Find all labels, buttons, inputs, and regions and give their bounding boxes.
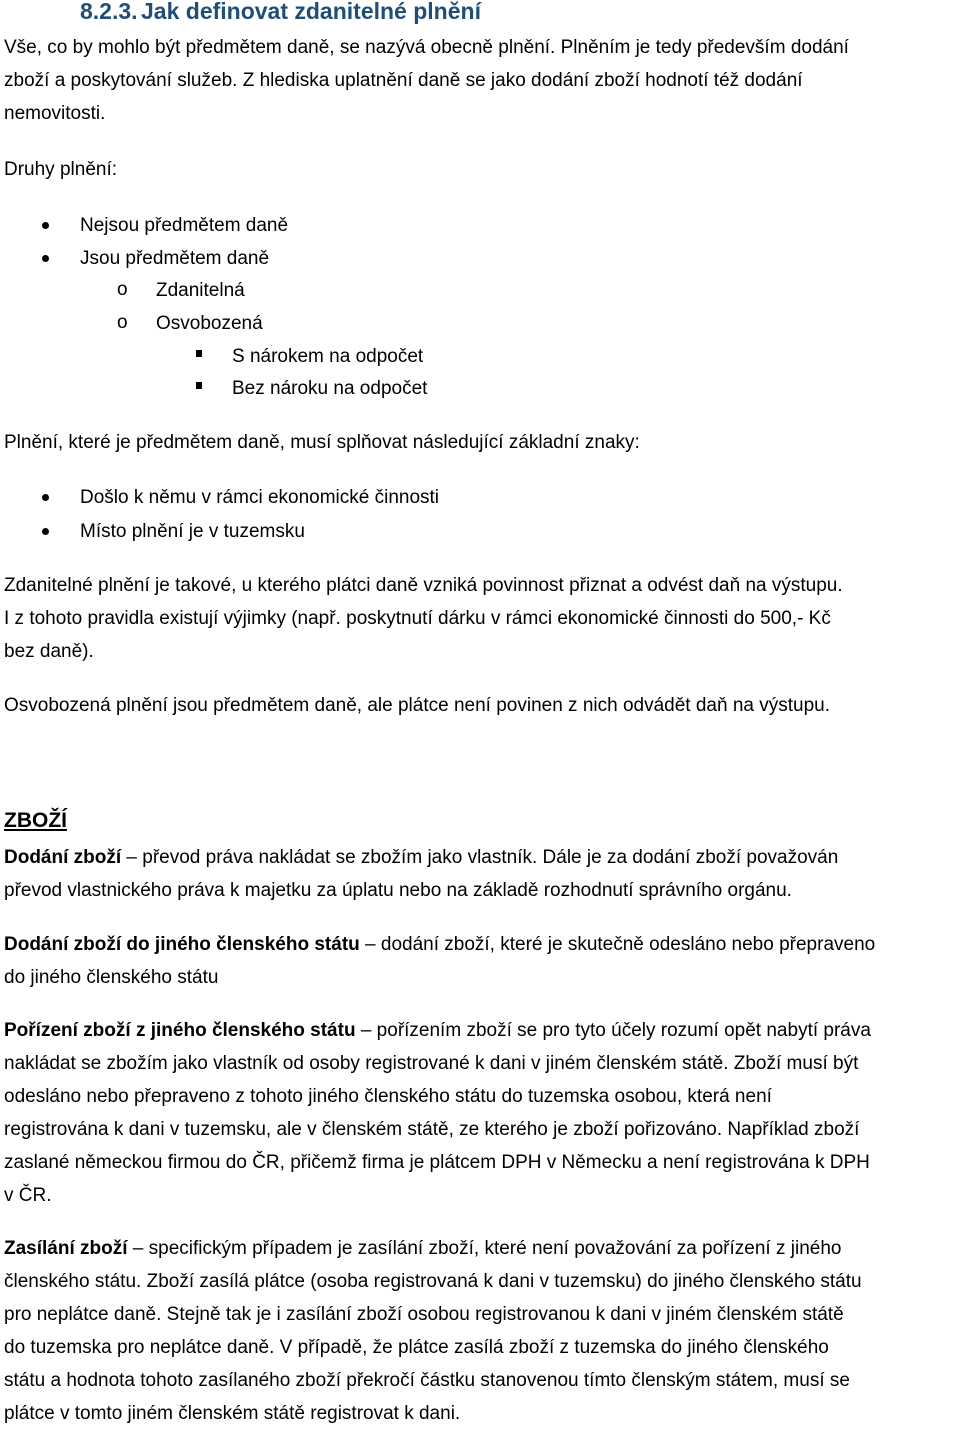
text-line: registrována k dani v tuzemsku, ale v členském státě, ze kterého je zboží pořizováno. Například zboží: [4, 1119, 860, 1140]
section-number: 8.2.3.: [80, 0, 138, 24]
text-line: členského státu. Zboží zasílá plátce (osoba registrovaná k dani v tuzemsku) do jiného členského státu: [4, 1271, 862, 1292]
bullet-circle-icon: o: [117, 312, 128, 333]
bullet-circle-icon: o: [117, 279, 128, 300]
bullet-dot-icon: [42, 222, 49, 229]
list-item: Nejsou předmětem daně: [80, 215, 289, 236]
text-line: zaslané německou firmou do ČR, přičemž firma je plátcem DPH v Německu a není registrována k DPH: [4, 1152, 870, 1173]
zdanitelne-paragraph: [4, 569, 956, 668]
intro-line: zboží a poskytování služeb. Z hlediska uplatnění daně se jako dodání zboží hodnotí též dodání: [4, 70, 803, 91]
dodani-jiny-stat-paragraph: [4, 928, 956, 994]
zasilani-paragraph: [4, 1232, 956, 1430]
text-line: pro neplátce daně. Stejně tak je i zasílání zboží osobou registrovanou k dani v jiném členském státě: [4, 1304, 844, 1325]
text-line: – pořízením zboží se pro tyto účely rozumí opět nabytí práva: [355, 1020, 871, 1041]
text-line: odesláno nebo přepraveno z tohoto jiného členského státu do tuzemska osobou, která není: [4, 1086, 772, 1107]
zbozi-heading: ZBOŽÍ: [4, 809, 67, 832]
porizeni-paragraph: [4, 1014, 956, 1212]
text-line: do jiného členského státu: [4, 967, 219, 988]
text-line: – specifickým případem je zasílání zboží, které není považování za pořízení z jiného: [127, 1238, 842, 1259]
term: Dodání zboží do jiného členského státu: [4, 934, 360, 955]
section-heading: [80, 0, 481, 25]
subsub-list-item: S nárokem na odpočet: [232, 346, 424, 367]
term: Zasílání zboží: [4, 1238, 128, 1259]
text-line: plátce v tomto jiném členském státě registrovat k dani.: [4, 1403, 461, 1424]
bullet-dot-icon: [42, 528, 49, 535]
text-line: v ČR.: [4, 1185, 52, 1206]
text-line: – dodání zboží, které je skutečně odesláno nebo přepraveno: [359, 934, 876, 955]
znaky-intro: Plnění, které je předmětem daně, musí splňovat následující základní znaky:: [4, 432, 640, 453]
text-line: do tuzemska pro neplátce daně. V případě, že plátce zasílá zboží z tuzemska do jiného členského: [4, 1337, 829, 1358]
bullet-square-icon: [196, 382, 202, 389]
bullet-dot-icon: [42, 494, 49, 501]
text-line: bez daně).: [4, 641, 94, 662]
bullet-dot-icon: [42, 255, 49, 262]
text-line: – převod práva nakládat se zbožím jako vlastník. Dále je za dodání zboží považován: [121, 847, 839, 868]
druhy-label: Druhy plnění:: [4, 159, 118, 180]
text-line: státu a hodnota tohoto zasílaného zboží překročí částku stanovenou tímto členským státem, musí se: [4, 1370, 850, 1391]
section-title: Jak definovat zdanitelné plnění: [141, 0, 481, 24]
text-line: Zdanitelné plnění je takové, u kterého plátci daně vzniká povinnost přiznat a odvést daň na výstupu.: [4, 575, 843, 596]
dodani-zbozi-paragraph: [4, 841, 956, 907]
osvobozena-paragraph: Osvobozená plnění jsou předmětem daně, ale plátce není povinen z nich odvádět daň na výstupu.: [4, 695, 830, 716]
sub-list-item: Zdanitelná: [156, 280, 245, 301]
intro-paragraph: [4, 31, 956, 130]
text-line: převod vlastnického práva k majetku za úplatu nebo na základě rozhodnutí správního orgánu.: [4, 880, 792, 901]
list-item: Místo plnění je v tuzemsku: [80, 521, 305, 542]
list-item: Jsou předmětem daně: [80, 248, 270, 269]
text-line: nakládat se zbožím jako vlastník od osoby registrované k dani v jiném členském státě. Zboží musí být: [4, 1053, 859, 1074]
intro-line: nemovitosti.: [4, 103, 106, 124]
intro-line: Vše, co by mohlo být předmětem daně, se nazývá obecně plnění. Plněním je tedy především dodání: [4, 37, 849, 58]
term: Dodání zboží: [4, 847, 122, 868]
subsub-list-item: Bez nároku na odpočet: [232, 378, 428, 399]
list-item: Došlo k němu v rámci ekonomické činnosti: [80, 487, 440, 508]
sub-list-item: Osvobozená: [156, 313, 263, 334]
term: Pořízení zboží z jiného členského státu: [4, 1020, 356, 1041]
bullet-square-icon: [196, 350, 202, 357]
text-line: I z tohoto pravidla existují výjimky (např. poskytnutí dárku v rámci ekonomické činnosti do 500,- Kč: [4, 608, 831, 629]
